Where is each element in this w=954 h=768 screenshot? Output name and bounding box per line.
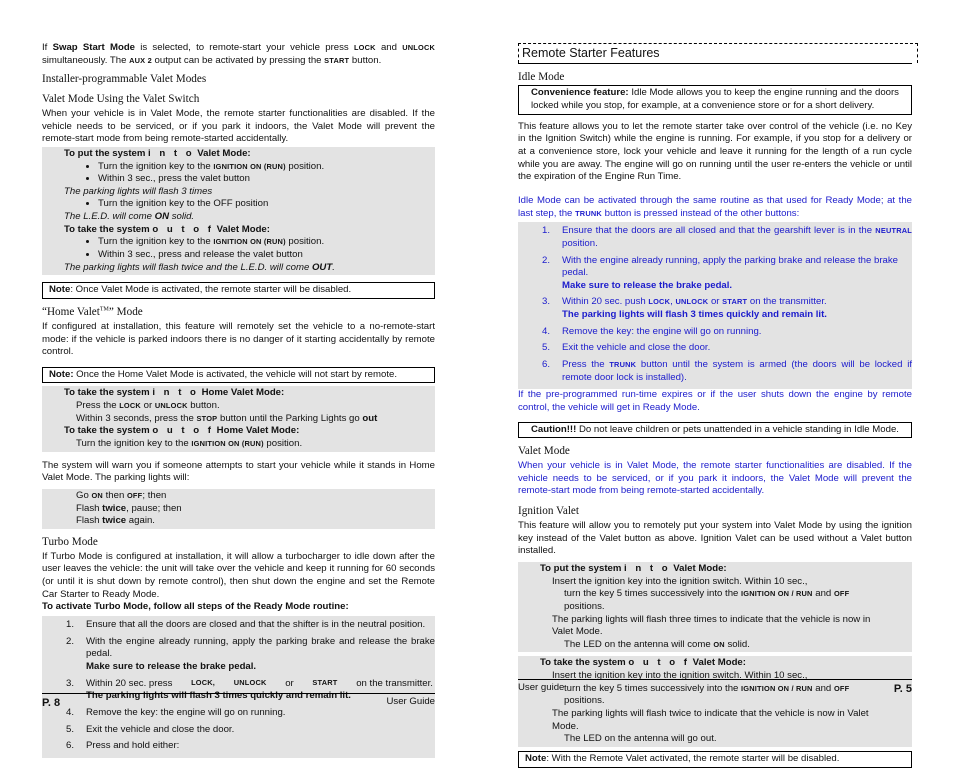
home-valet-paragraph: If configured at installation, this feature will remotely set the vehicle to a no-remote-start mode: if the vehicle is parked indoors there is no danger of it starting accidentally by remote control. <box>42 320 435 358</box>
lock-key: LOCK <box>353 43 376 52</box>
left-page <box>42 40 435 758</box>
home-out-line: Turn the ignition key to the IGNITION ON (RUN) position. <box>76 438 303 450</box>
caution-box: Caution!!! Do not leave children or pets unattended in a vehicle standing in Idle Mode. <box>518 422 912 439</box>
flash-out-note: The parking lights will flash twice and the L.E.D. will come OUT. <box>64 261 335 273</box>
idle-blue-paragraph: Idle Mode can be activated through the same routine as that used for Ready Mode; at the last step, the TRUNK button is pressed instead of the other buttons: <box>518 194 912 219</box>
ign-line: The parking lights will flash three times to indicate that the vehicle is now in Valet Mode. <box>552 613 871 638</box>
list-item: 2. With the engine already running, apply the parking brake and release the brake pedal. Make sure to release the brake pedal. <box>66 635 435 673</box>
list-item: 5. Exit the vehicle and close the door. <box>66 723 235 735</box>
page-number: P. 8 <box>42 697 61 709</box>
list-item: • Turn the ignition key to the IGNITION ON (RUN) position. <box>98 161 413 174</box>
list-item: 2. With the engine already running, apply the parking brake and release the brake pedal. Make sure to release the brake pedal. <box>542 254 898 291</box>
right-footer <box>518 679 912 697</box>
home-into-line: Within 3 seconds, press the STOP button until the Parking Lights go out <box>76 412 378 424</box>
warn-block <box>42 489 435 529</box>
ign-into-heading: To put the system i n t o Valet Mode: <box>540 562 727 574</box>
swap-start-label: Swap Start Mode <box>52 42 136 53</box>
heading-turbo: Turbo Mode <box>42 536 98 549</box>
start-key: START <box>324 55 350 65</box>
valet-into-heading: To put the system i n t o Valet Mode: <box>64 147 251 159</box>
home-into-heading: To take the system i n t o Home Valet Mode: <box>64 387 285 399</box>
turbo-steps-block <box>42 616 435 758</box>
aux-output: AUX 2 <box>129 55 152 65</box>
ign-line: Insert the ignition key into the ignition switch. Within 10 sec., <box>552 575 808 587</box>
flash-note: The parking lights will flash 3 times <box>64 185 213 197</box>
ign-out-heading: To take the system o u t o f Valet Mode: <box>540 657 746 669</box>
intro-text: is selected, to remote-start your vehicle press <box>135 42 354 53</box>
warn-line: Flash twice, pause; then <box>76 502 182 514</box>
heading-valet: Valet Mode <box>518 445 570 458</box>
list-item: 5. Exit the vehicle and close the door. <box>542 342 711 354</box>
warn-line: Go ON then OFF; then <box>76 490 167 502</box>
ign-out-block <box>518 656 912 747</box>
idle-after-paragraph: If the pre-programmed run-time expires or if the user shuts down the engine by remote control, the vehicle will get in Ready Mode. <box>518 389 912 414</box>
swap-start-intro <box>42 42 435 67</box>
list-item: • Within 3 sec., press and release the valet button <box>98 249 413 262</box>
list-item: • Turn the ignition key to the IGNITION ON (RUN) position. <box>98 236 413 249</box>
valet-paragraph: When your vehicle is in Valet Mode, the remote starter functionalities are disabled. If the vehicle needs to be serviced, or if you park it indoors, the Valet Mode will prevent the remote-start mode from being remote-started accidentally. <box>42 107 435 145</box>
right-page <box>518 43 912 768</box>
list-item: 4. Remove the key: the engine will go on running. <box>66 707 286 719</box>
heading-ignition-valet: Ignition Valet <box>518 505 580 518</box>
list-item: • Within 3 sec., press the valet button <box>98 173 413 186</box>
left-footer <box>42 693 435 711</box>
page-number: P. 5 <box>893 683 912 695</box>
footer-text: User guide <box>518 682 565 693</box>
intro-text: button. <box>349 54 382 66</box>
unlock-key: UNLOCK <box>402 43 436 52</box>
ign-line: Insert the ignition key into the ignition switch. Within 10 sec., <box>552 670 808 682</box>
intro-text: output can be activated by pressing the <box>151 54 325 66</box>
list-item: 4. Remove the key: the engine will go on running. <box>542 325 762 337</box>
idle-steps-block <box>518 222 912 389</box>
ign-line: The parking lights will flash twice to indicate that the vehicle is now in Valet Mode. <box>552 708 869 732</box>
home-valet-block <box>42 386 435 451</box>
footer-text: User Guide <box>386 696 435 707</box>
ign-line: turn the key 5 times successively into the IGNITION ON / RUN and OFF positions. <box>564 588 850 612</box>
note-home-valet: Note: Once the Home Valet Mode is activated, the vehicle will not start by remote. <box>42 367 435 384</box>
section-title: Remote Starter Features <box>518 43 918 63</box>
home-out-heading: To take the system o u t o f Home Valet Mode: <box>64 425 300 437</box>
warn-line: Flash twice again. <box>76 515 155 527</box>
ign-into-block <box>518 562 912 653</box>
turbo-instruction: To activate Turbo Mode, follow all steps of the Ready Mode routine: <box>42 601 349 613</box>
heading-installer-valet: Installer-programmable Valet Modes <box>42 73 207 86</box>
idle-paragraph: This feature allows you to let the remote starter take over control of the vehicle (i.e. no Key in the Ignition Switch) while the engine is running. For example, if you stop for a delivery or at a convenience store, lock your vehicle and leave it running for the length of a run cycle while you are away. The engine will go on running until the user re-enters the vehicle or until the expiration of the Engine Run Time. <box>518 120 912 183</box>
note-remote-valet: Note: With the Remote Valet activated, the remote starter will be disabled. <box>518 751 912 768</box>
list-item: 1. Ensure that all the doors are closed and that the shifter is in the neutral position. <box>66 619 426 631</box>
ign-line: The LED on the antenna will come ON solid. <box>564 638 750 650</box>
convenience-box: Convenience feature: Idle Mode allows you to keep the engine running and the doors locked while you stop, for example, at a convenience store or for a short delivery. <box>518 85 912 114</box>
ignition-paragraph: This feature will allow you to remotely put your system into Valet Mode by using the ignition key instead of the Valet button as above. Ignition Valet can be used without a Valet button installed. <box>518 519 912 557</box>
heading-idle: Idle Mode <box>518 70 565 83</box>
title-rule <box>518 63 912 64</box>
warn-paragraph: The system will warn you if someone attempts to start your vehicle while it stands in Home Valet Mode. The parking lights will: <box>42 459 435 484</box>
intro-text: If <box>42 42 53 53</box>
ign-line: The LED on the antenna will go out. <box>564 733 717 745</box>
heading-home-valet: “Home Valet™” Mode <box>42 306 143 319</box>
list-item: 3. Within 20 sec. push LOCK, UNLOCK or START on the transmitter. The parking lights will flash 3 times quickly and remain lit. <box>542 296 827 321</box>
intro-text: simultaneously. The <box>42 54 130 66</box>
heading-valet-switch: Valet Mode Using the Valet Switch <box>42 93 200 106</box>
intro-text: and <box>375 42 403 53</box>
valet-out-heading: To take the system o u t o f Valet Mode: <box>64 223 270 235</box>
turbo-paragraph: If Turbo Mode is configured at installation, it will allow a turbocharger to idle down after the user leaves the vehicle: the unit will take over the vehicle and keep it running for 60 seconds (or until it is shut down by remote control), then shut down the engine and set the Remote Car Starter to Ready Mode. <box>42 550 435 600</box>
valet-blue-paragraph: When your vehicle is in Valet Mode, the remote starter functionalities are disabled. If the vehicle needs to be serviced, or if you park it indoors, the Valet Mode will prevent the remote-start mode from being remote-started accidentally. <box>518 460 912 497</box>
list-item: • Turn the ignition key to the OFF position <box>98 198 413 211</box>
list-item: 1. Ensure that the doors are all closed and that the gearshift lever is in the NEUTRAL position. <box>542 225 912 249</box>
home-into-line: Press the LOCK or UNLOCK button. <box>76 400 220 412</box>
ign-line: turn the key 5 times successively into the IGNITION ON / RUN and OFF positions. <box>564 682 850 707</box>
valet-into-block <box>42 147 435 276</box>
list-item: 6. Press and hold either: <box>66 740 180 752</box>
led-note: The L.E.D. will come ON solid. <box>64 211 195 223</box>
note-valet-disabled: Note: Once Valet Mode is activated, the remote starter will be disabled. <box>42 282 435 299</box>
list-item: 6. Press the TRUNK button until the system is armed (the doors will be locked if remote door lock is installed). <box>542 359 912 383</box>
list-item: 3. Within 20 sec. press LOCK, UNLOCK or START on the transmitter. The parking lights will flash 3 times quickly and remain lit. <box>66 677 433 702</box>
